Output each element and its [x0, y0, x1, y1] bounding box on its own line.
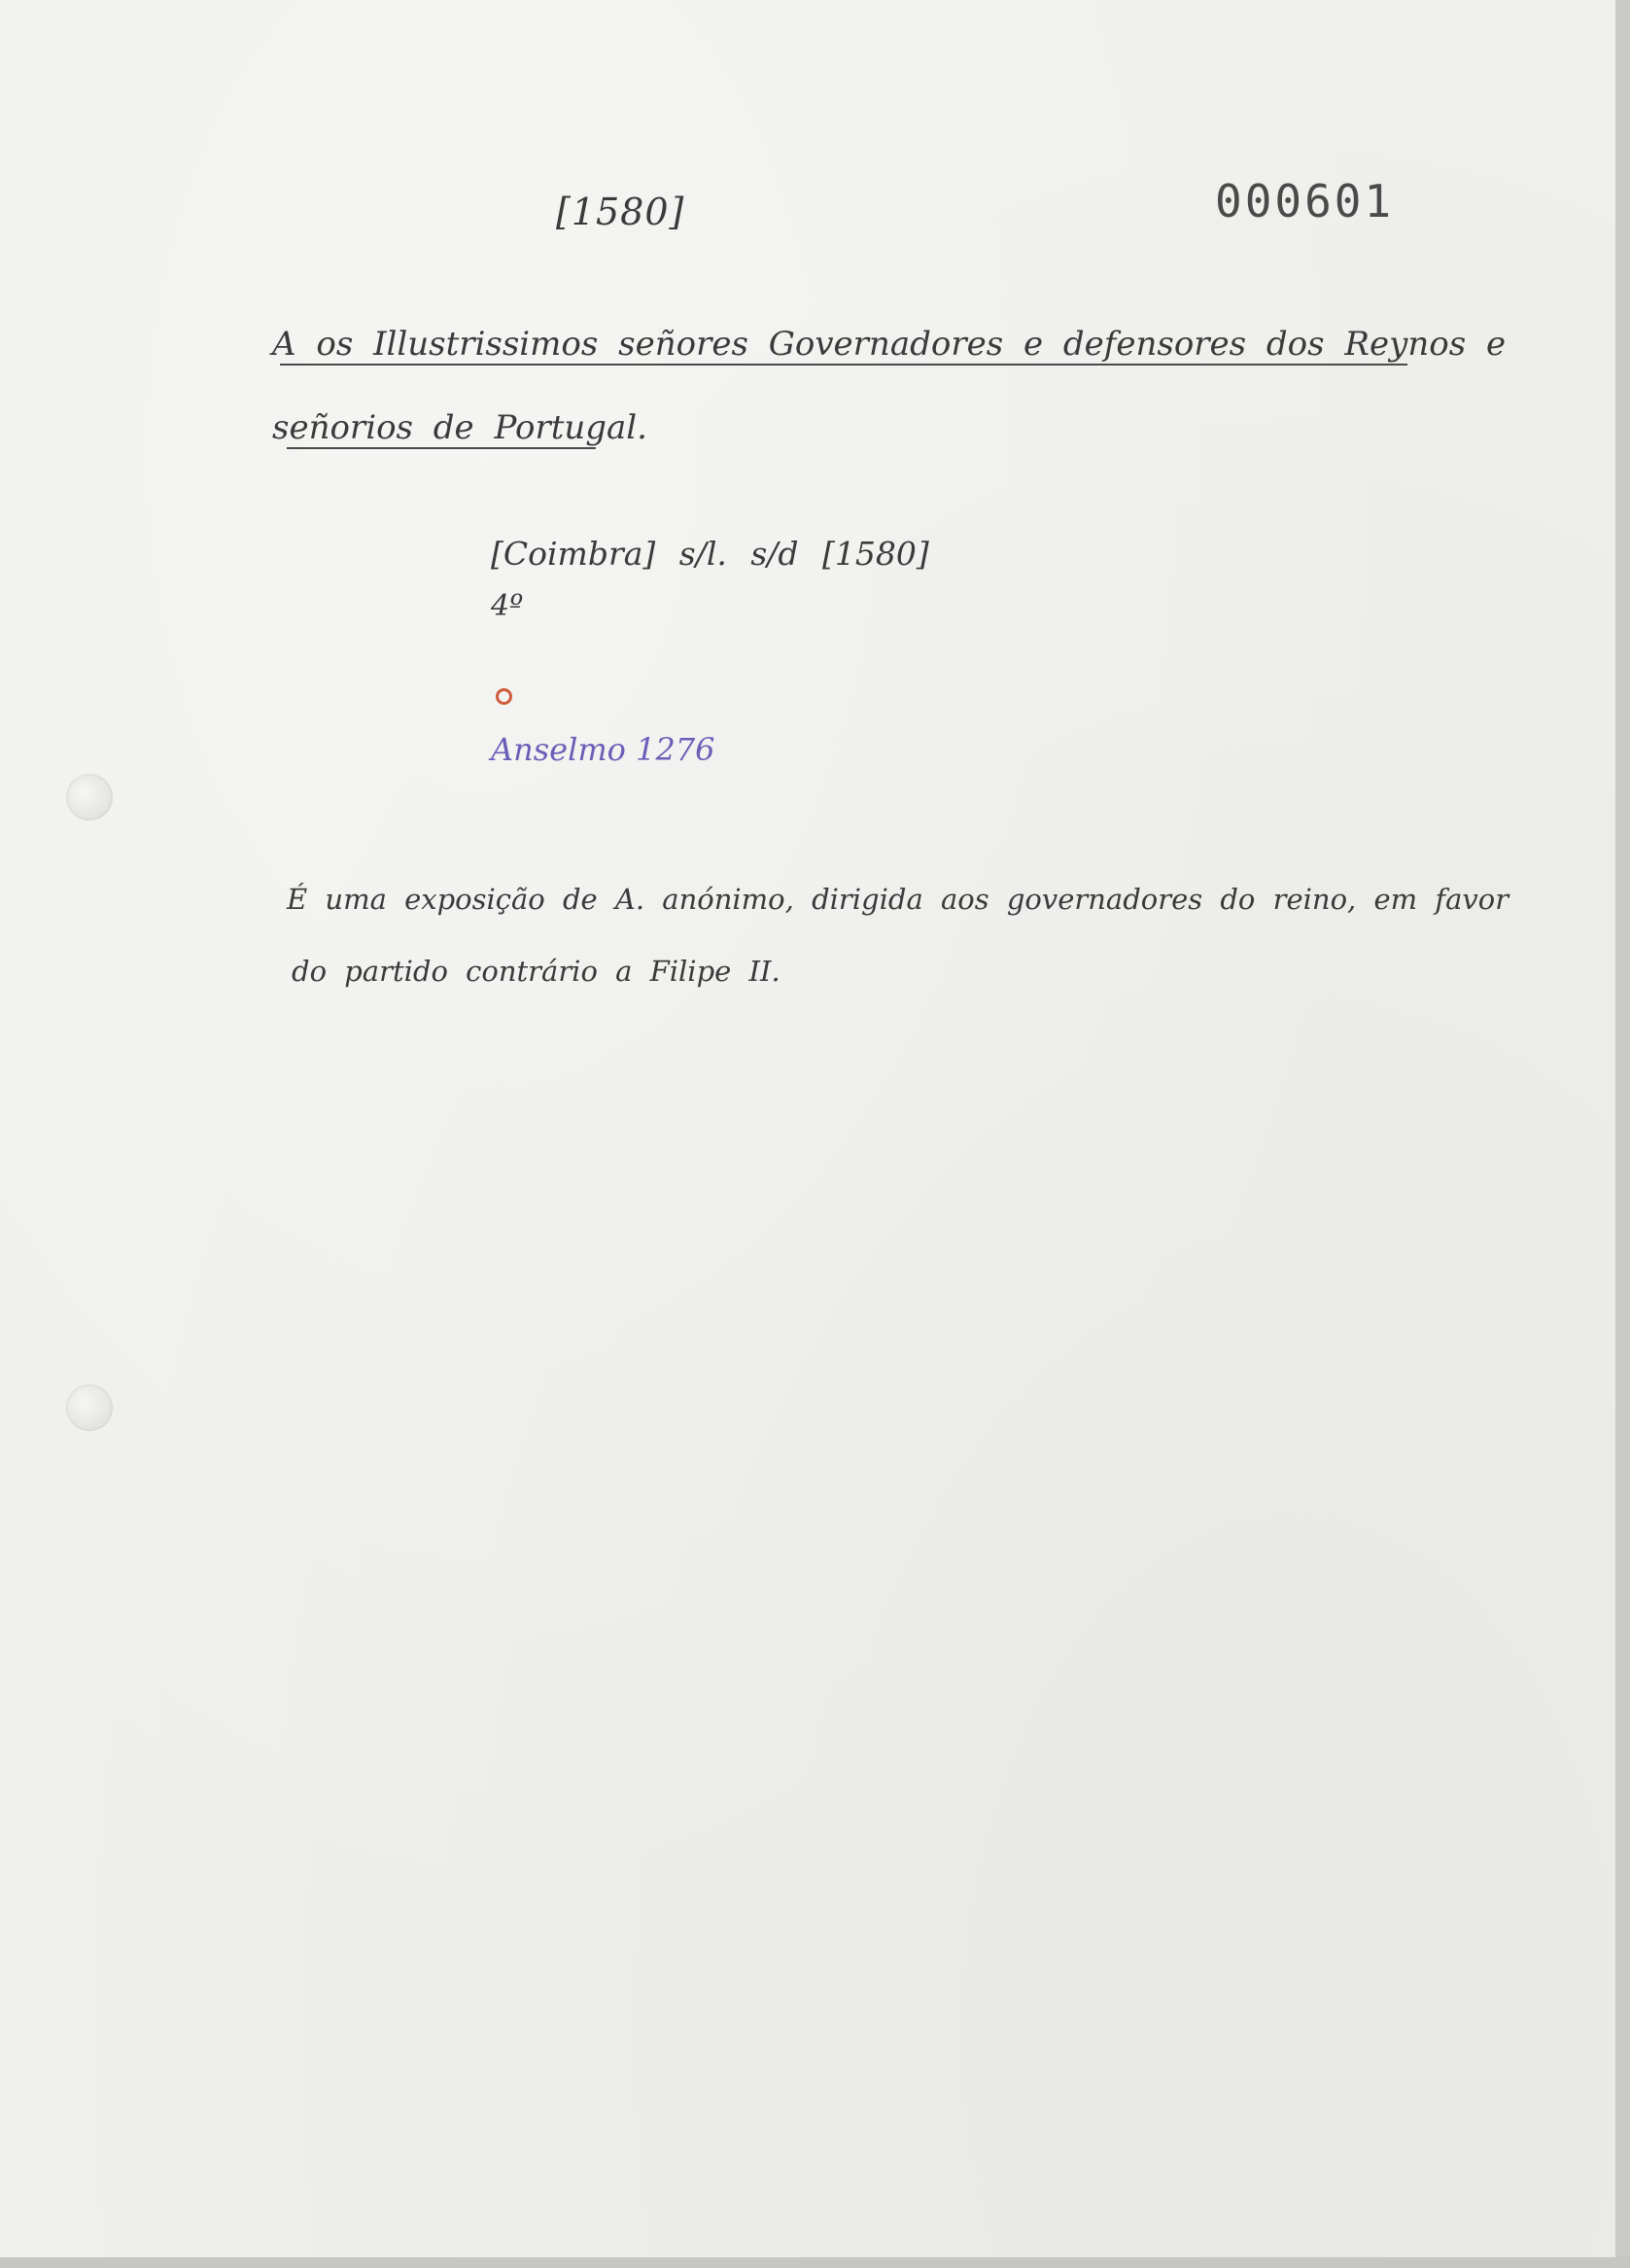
- scan-edge-bottom: [0, 2257, 1630, 2268]
- punch-hole-upper: [66, 774, 113, 820]
- note-line-2: do partido contrário a Filipe II.: [292, 955, 780, 988]
- imprint-line: [Coimbra] s/l. s/d [1580]: [491, 535, 929, 573]
- record-number-stamp: 000601: [1215, 175, 1395, 227]
- title-underline-2: [287, 447, 596, 449]
- scan-edge-right: [1615, 0, 1630, 2268]
- title-line-2: señorios de Portugal.: [272, 408, 647, 447]
- title-underline-1: [280, 364, 1407, 366]
- note-line-1: É uma exposição de A. anónimo, dirigida aos governadores do reino, em favor: [287, 883, 1509, 916]
- date-bracket: [1580]: [556, 191, 685, 233]
- title-line-1: A os Illustrissimos señores Governadores e defensores dos Reynos e: [272, 325, 1507, 364]
- red-circle-mark: [496, 688, 512, 705]
- format-line: 4º: [491, 589, 524, 623]
- bibliographic-reference: Anselmo 1276: [491, 731, 715, 768]
- punch-hole-lower: [66, 1384, 113, 1431]
